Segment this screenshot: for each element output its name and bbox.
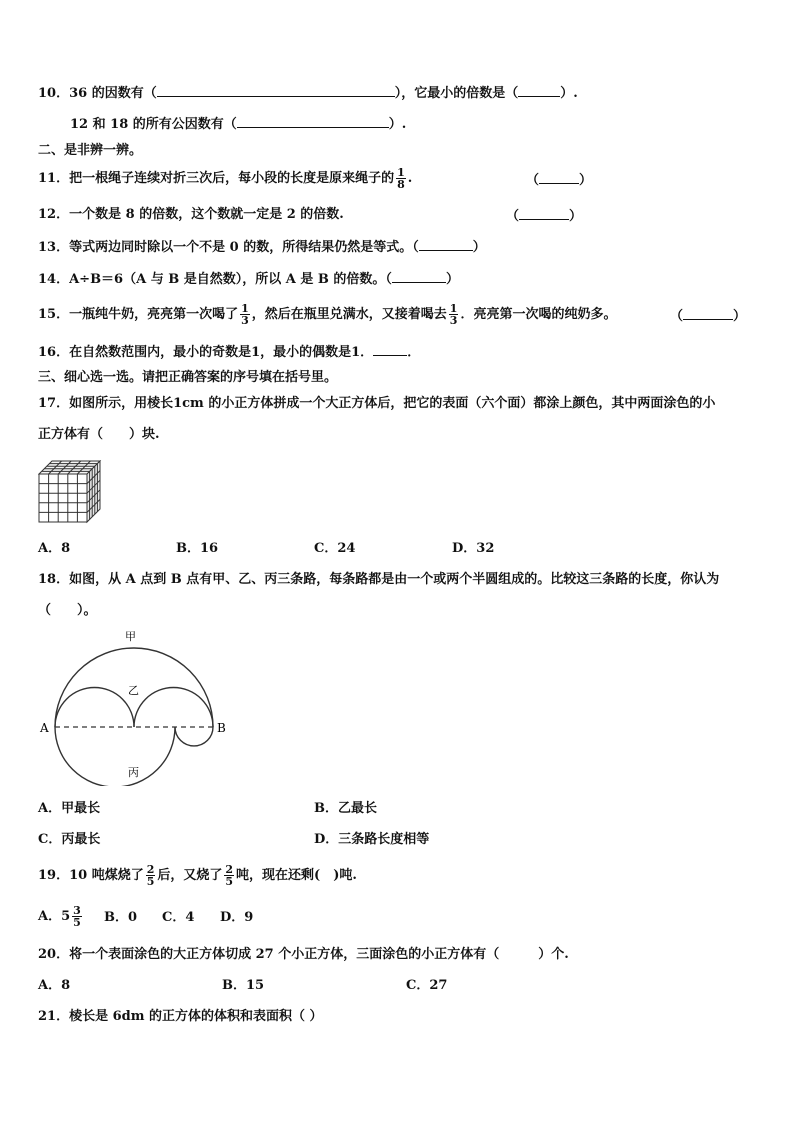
q12-answer-parens: （ ） — [506, 209, 583, 224]
fraction: $\frac{3}{5}$ — [73, 904, 81, 929]
q17-line2: 正方体有（ ）块. — [38, 427, 160, 442]
answer-blank[interactable] — [392, 270, 446, 283]
q17-option-c[interactable]: C．24 — [314, 541, 356, 556]
q13: 13．等式两边同时除以一个不是 0 的数，所得结果仍然是等式。（ ） — [38, 240, 486, 255]
answer-blank[interactable] — [539, 171, 579, 184]
q18-option-b[interactable]: B．乙最长 — [314, 801, 377, 816]
fraction: $\frac{1}{8}$ — [397, 166, 405, 191]
q20: 20．将一个表面涂色的大正方体切成 27 个小正方体，三面涂色的小正方体有（ ）个. — [38, 947, 569, 962]
q20-option-c[interactable]: C．27 — [406, 978, 448, 993]
q20-option-b[interactable]: B．15 — [222, 978, 265, 993]
q10-line1: 10．36 的因数有（ ），它最小的倍数是（ ）. — [38, 86, 578, 101]
paths-figure — [36, 626, 236, 786]
q16: 16．在自然数范围内，最小的奇数是1，最小的偶数是1． ． — [38, 345, 421, 360]
q17-line1: 17．如图所示，用棱长1cm 的小正方体拼成一个大正方体后，把它的表面（六个面）都涂上颜色，其中两面涂色的小 — [38, 396, 716, 411]
answer-blank[interactable] — [237, 115, 389, 128]
q11-answer-parens: （ ） — [526, 173, 593, 188]
q10-number: 10． — [38, 86, 70, 101]
fraction: $\frac{2}{5}$ — [146, 863, 155, 888]
q12: 12．一个数是 8 的倍数，这个数就一定是 2 的倍数. — [38, 207, 344, 222]
answer-blank[interactable] — [519, 207, 569, 220]
label-a: A — [40, 721, 49, 735]
q19: 19．10 吨煤烧了 $\frac{2}{5}$ 后，又烧了 $\frac{2}{5}$ 吨，现在还剩( )吨. — [38, 863, 357, 888]
q19-option-b[interactable]: B．0 — [104, 910, 138, 925]
q19-option-d[interactable]: D．9 — [220, 910, 254, 925]
q18-line2: （ ）。 — [38, 603, 97, 618]
q19-option-c[interactable]: C．4 — [162, 910, 195, 925]
cube-figure — [38, 460, 104, 524]
label-yi: 乙 — [128, 684, 139, 697]
q18-option-d[interactable]: D．三条路长度相等 — [314, 832, 430, 847]
answer-blank[interactable] — [419, 238, 473, 251]
q11-number: 11． — [38, 171, 70, 186]
section-heading-2: 二、是非辨一辨。 — [38, 143, 143, 158]
q21: 21．棱长是 6dm 的正方体的体积和表面积（ ） — [38, 1009, 323, 1024]
q19-option-a[interactable]: A．5 $\frac{3}{5}$ — [38, 904, 81, 929]
q15: 15．一瓶纯牛奶，亮亮第一次喝了 $\frac{1}{3}$ ，然后在瓶里兑满水，又接着喝去 $\frac{1}{3}$ ．亮亮第一次喝的纯奶多。 — [38, 302, 617, 327]
fraction: $\frac{1}{3}$ — [241, 302, 249, 327]
q17-option-a[interactable]: A．8 — [38, 541, 71, 556]
fraction: $\frac{1}{3}$ — [449, 302, 458, 327]
q17-option-d[interactable]: D．32 — [452, 541, 495, 556]
section-heading-3: 三、细心选一选。请把正确答案的序号填在括号里。 — [38, 370, 338, 385]
q11: 11．把一根绳子连续对折三次后，每小段的长度是原来绳子的 $\frac{1}{8}$ . — [38, 166, 413, 191]
q17-option-b[interactable]: B．16 — [176, 541, 219, 556]
answer-blank[interactable] — [373, 343, 407, 356]
q14: 14．A÷B＝6（A 与 B 是自然数），所以 A 是 B 的倍数。（ ） — [38, 272, 459, 287]
answer-blank[interactable] — [683, 307, 733, 320]
q18-option-c[interactable]: C．丙最长 — [38, 832, 101, 847]
q18-line1: 18．如图，从 A 点到 B 点有甲、乙、丙三条路，每条路都是由一个或两个半圆组成的。比较这三条路的长度，你认为 — [38, 572, 720, 587]
answer-blank[interactable] — [518, 84, 560, 97]
answer-blank[interactable] — [157, 84, 395, 97]
label-bing: 丙 — [128, 766, 139, 779]
fraction: $\frac{2}{5}$ — [225, 863, 234, 888]
q10-line2: 12 和 18 的所有公因数有（ ）. — [70, 117, 407, 132]
q18-option-a[interactable]: A．甲最长 — [38, 801, 101, 816]
q15-answer-parens: （ ） — [670, 309, 747, 324]
q20-option-a[interactable]: A．8 — [38, 978, 71, 993]
label-b: B — [217, 721, 226, 735]
label-jia: 甲 — [125, 630, 136, 643]
